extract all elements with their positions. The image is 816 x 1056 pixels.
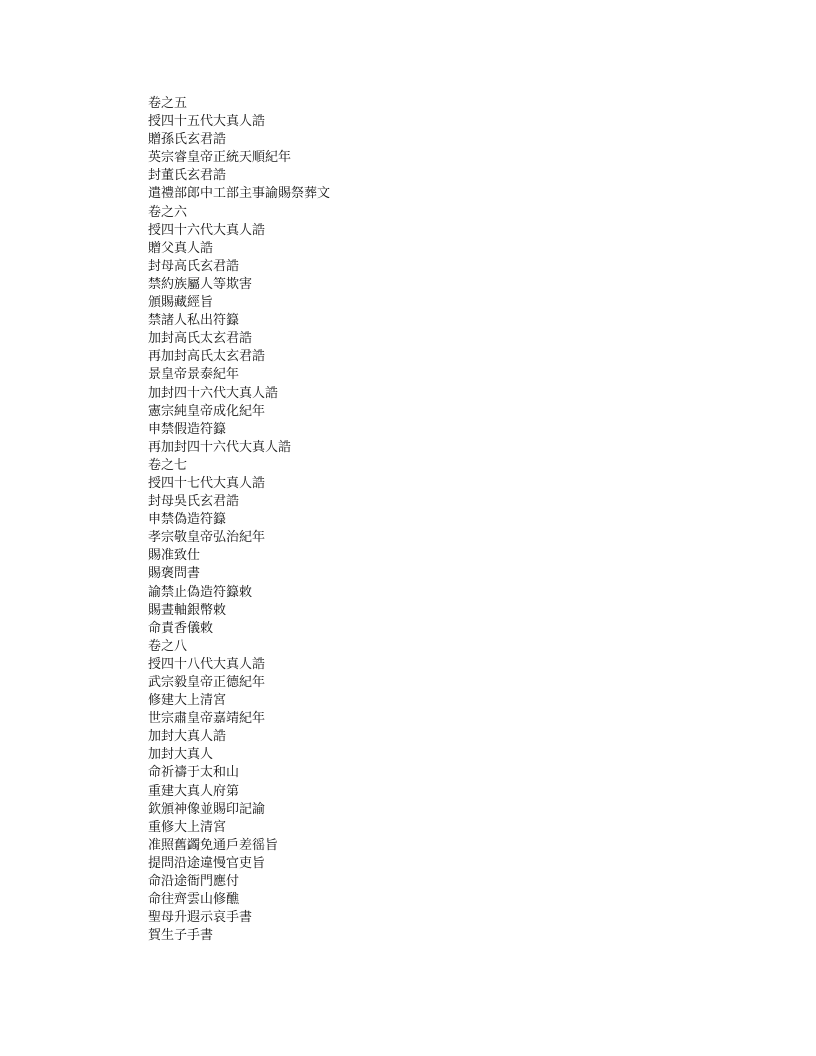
toc-entry: 英宗睿皇帝正統天順紀年 [148,150,292,166]
toc-entry: 授四十七代大真人誥 [148,475,266,491]
toc-entry: 景皇帝景泰紀年 [148,367,240,383]
toc-entry: 賜准致仕 [148,548,201,564]
toc-entry: 命沿途衙門應付 [148,874,240,890]
toc-entry: 聖母升遐示哀手書 [148,910,253,926]
toc-entry: 修建大上清宮 [148,693,227,709]
toc-entry: 授四十八代大真人誥 [148,656,266,672]
toc-entry: 禁約族屬人等欺害 [148,276,253,292]
toc-entry: 再加封四十六代大真人誥 [148,439,292,455]
toc-entry: 准照舊蠲免通戶差徭旨 [148,837,279,853]
toc-entry: 禁諸人私出符籙 [148,313,240,329]
toc-entry: 命祈禱于太和山 [148,765,240,781]
toc-entry: 加封大真人 [148,747,214,763]
toc-entry: 加封大真人誥 [148,729,227,745]
toc-entry: 賀生子手書 [148,928,214,944]
toc-entry: 申禁偽造符籙 [148,512,227,528]
toc-entry: 命往齊雲山修醮 [148,892,240,908]
toc-entry: 憲宗純皇帝成化紀年 [148,403,266,419]
toc-entry: 世宗肅皇帝嘉靖紀年 [148,711,266,727]
toc-entry: 重建大真人府第 [148,783,240,799]
toc-entry: 欽頒神像並賜印記諭 [148,801,266,817]
toc-entry: 申禁假造符籙 [148,421,227,437]
toc-entry: 命責香儀敕 [148,620,214,636]
toc-entry: 授四十六代大真人誥 [148,222,266,238]
toc-entry: 封母高氏玄君誥 [148,258,240,274]
toc-entry: 提問沿途違慢官吏旨 [148,855,266,871]
toc-entry: 贈孫氏玄君誥 [148,132,227,148]
toc-entry: 加封四十六代大真人誥 [148,385,279,401]
volume-heading: 卷之六 [148,204,188,220]
toc-entry: 遣禮部郎中工部主事諭賜祭葬文 [148,186,331,202]
toc-entry: 授四十五代大真人誥 [148,114,266,130]
table-of-contents [148,95,330,945]
toc-entry: 孝宗敬皇帝弘治紀年 [148,530,266,546]
volume-heading: 卷之八 [148,638,188,654]
toc-entry: 賜褒問書 [148,566,201,582]
toc-entry: 封董氏玄君誥 [148,168,227,184]
toc-entry: 加封高氏太玄君誥 [148,331,253,347]
toc-entry: 頒賜藏經旨 [148,295,214,311]
volume-heading: 卷之五 [148,96,188,111]
toc-entry: 再加封高氏太玄君誥 [148,349,266,365]
toc-entry: 武宗毅皇帝正德紀年 [148,675,266,690]
volume-heading: 卷之七 [148,457,188,473]
toc-entry: 贈父真人誥 [148,240,214,256]
toc-entry: 封母吳氏玄君誥 [148,494,240,510]
toc-entry: 賜晝軸銀幣敕 [148,602,227,618]
toc-entry: 重修大上清宮 [148,819,227,835]
toc-entry: 諭禁止偽造符籙敕 [148,584,253,600]
